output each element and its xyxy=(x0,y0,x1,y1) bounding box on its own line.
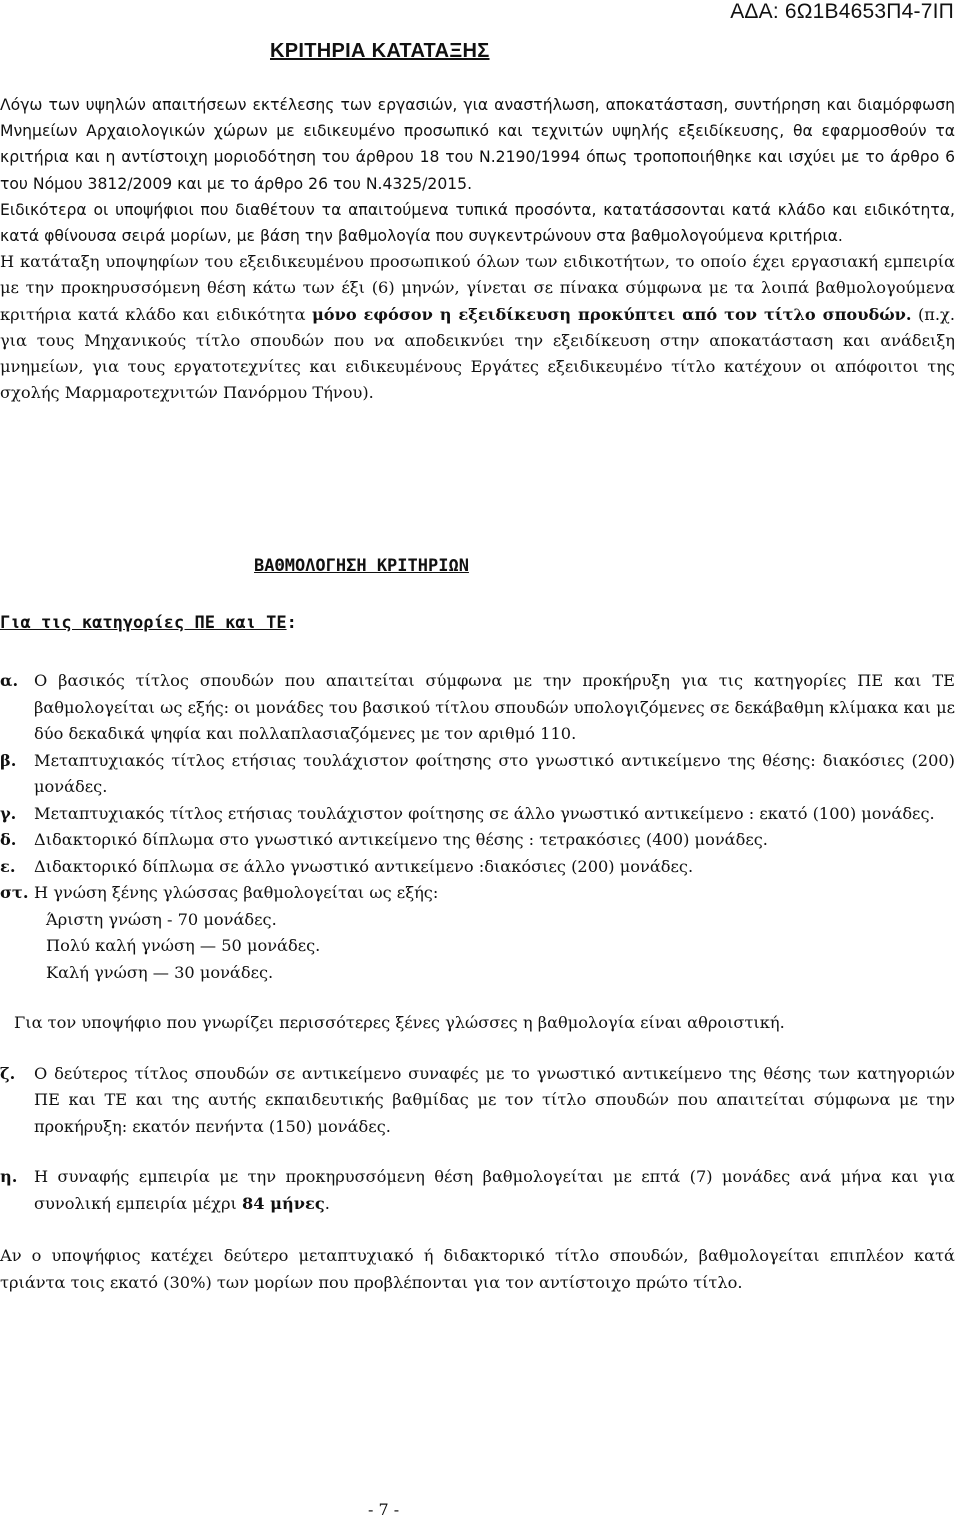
criterion-b-text: Μεταπτυχιακός τίτλος ετήσιας τουλάχιστον φοίτησης στο γνωστικό αντικείμενο της θέσης: διακόσιες (200) μονάδες. xyxy=(34,750,955,796)
language-level-good: Καλή γνώση — 30 μονάδες. xyxy=(46,962,274,982)
criterion-e-label: ε. xyxy=(0,856,16,876)
criterion-d-label: δ. xyxy=(0,830,17,849)
criterion-st-label: στ. xyxy=(0,883,29,902)
intro-paragraph-2: Ειδικότερα οι υποψήφιοι που διαθέτουν τα απαιτούμενα τυπικά προσόντα, κατατάσσονται κατά κλάδο και ειδικότητα, κατά φθίνουσα σειρά μορίων, με βάση την βαθμολογία που συγκεντρώνουν στα βαθμολογούμενα κριτήρια. xyxy=(0,200,955,246)
criterion-e xyxy=(0,854,955,881)
category-colon: : xyxy=(286,613,297,633)
criterion-h xyxy=(0,1164,955,1217)
criterion-a-label: α. xyxy=(0,671,19,690)
intro-section xyxy=(0,92,955,406)
final-paragraph: Αν ο υποψήφιος κατέχει δεύτερο μεταπτυχιακό ή διδακτορικό τίτλο σπουδών, βαθμολογείται επιπλέον κατά τριάντα τοις εκατό (30%) των μορίων που προβλέπονται για τον αντίστοιχο πρώτο τίτλο. xyxy=(0,1246,955,1292)
criterion-c-text: Μεταπτυχιακός τίτλος ετήσιας τουλάχιστον φοίτησης σε άλλο γνωστικό αντικείμενο : εκατό (100) μονάδες. xyxy=(34,803,935,823)
criterion-a-text: Ο βασικός τίτλος σπουδών που απαιτείται σύμφωνα με την προκήρυξη για τις κατηγορίες ΠΕ και ΤΕ βαθμολογείται ως εξής: οι μονάδες του βασικού τίτλου σπουδών υπολογιζόμενες σε δεκάβαθμη κλίμακα και με δύο δεκαδικά ψηφία και πολλαπλασιαζόμενες με τον αριθμό 110. xyxy=(34,671,955,743)
criterion-st xyxy=(0,880,955,907)
page-title: ΚΡΙΤΗΡΙΑ ΚΑΤΑΤΑΞΗΣ xyxy=(270,40,490,62)
section-subtitle: ΒΑΘΜΟΛΟΓΗΣΗ ΚΡΙΤΗΡΙΩΝ xyxy=(254,556,469,576)
criterion-c-label: γ. xyxy=(0,803,17,823)
criterion-b-label: β. xyxy=(0,750,17,770)
criterion-h-text-b: . xyxy=(324,1193,330,1213)
criterion-b xyxy=(0,748,955,801)
category-label: Για τις κατηγορίες ΠΕ και ΤΕ xyxy=(0,613,287,633)
criterion-z xyxy=(0,1061,955,1141)
language-sum-note: Για τον υποψήφιο που γνωρίζει περισσότερες ξένες γλώσσες η βαθμολογία είναι αθροιστική. xyxy=(14,1013,785,1032)
page-number: - 7 - xyxy=(368,1500,400,1519)
criteria-list xyxy=(0,668,955,1312)
intro-p3-text-a: Η κατάταξη υποψηφίων του εξειδικευμένου προσωπικού όλων των ειδικοτήτων, το οποίο έχει εργασιακή εμπειρία με την προκηρυσσόμενη θέση κάτω των έξι (6) μηνών, γίνεται σε πίνακα σύμφωνα με τα λοιπά βαθμολογούμενα κριτήρια κατά κλάδο και ειδικότητα xyxy=(0,252,955,324)
language-level-excellent: Άριστη γνώση - 70 μονάδες. xyxy=(46,909,277,929)
criterion-h-text-a: Η συναφής εμπειρία με την προκηρυσσόμενη θέση βαθμολογείται με επτά (7) μονάδες ανά μήνα και για συνολική εμπειρία μέχρι xyxy=(34,1167,955,1213)
criterion-d xyxy=(0,827,955,854)
criterion-d-text: Διδακτορικό δίπλωμα στο γνωστικό αντικείμενο της θέσης : τετρακόσιες (400) μονάδες. xyxy=(34,830,768,849)
criterion-z-label: ζ. xyxy=(0,1063,16,1083)
criterion-z-text: Ο δεύτερος τίτλος σπουδών σε αντικείμενο συναφές με το γνωστικό αντικείμενο της θέσης των κατηγοριών ΠΕ και ΤΕ και της αυτής εκπαιδευτικής βαθμίδας με τον τίτλο σπουδών που απαιτείται σύμφωνα με την προκήρυξη: εκατόν πενήντα (150) μονάδες. xyxy=(34,1063,955,1136)
criterion-a xyxy=(0,668,955,748)
category-heading xyxy=(0,613,297,633)
criterion-st-text: Η γνώση ξένης γλώσσας βαθμολογείται ως εξής: xyxy=(34,883,439,902)
intro-paragraph-3 xyxy=(0,249,955,406)
criterion-c xyxy=(0,801,955,828)
criterion-e-text: Διδακτορικό δίπλωμα σε άλλο γνωστικό αντικείμενο :διακόσιες (200) μονάδες. xyxy=(34,856,694,876)
ada-code: ΑΔΑ: 6Ω1Β4653Π4-7ΙΠ xyxy=(730,0,954,23)
language-level-very-good: Πολύ καλή γνώση — 50 μονάδες. xyxy=(46,936,321,955)
intro-p3-bold: μόνο εφόσον η εξειδίκευση προκύπτει από τον τίτλο σπουδών. xyxy=(311,304,912,324)
intro-paragraph-1: Λόγω των υψηλών απαιτήσεων εκτέλεσης των εργασιών, για αναστήλωση, αποκατάσταση, συντήρηση και διαμόρφωση Μνημείων Αρχαιολογικών χώρων με ειδικευμένο προσωπικό και τεχνιτών υψηλής εξειδίκευσης, θα εφαρμοσθούν τα κριτήρια και η αντίστοιχη μοριοδότηση του άρθρου 18 του Ν.2190/1994 όπως τροποποιήθηκε και ισχύει με το άρθρο 6 του Νόμου 3812/2009 και με το άρθρο 26 του Ν.4325/2015. xyxy=(0,96,955,193)
intro-p3-text-b: (π.χ. για τους Μηχανικούς τίτλο σπουδών που να αποδεικνύει την εξειδίκευση στην αποκατάσταση και ανάδειξη μνημείων, για τους εργατοτεχνίτες και ειδικευμένους Εργάτες εξειδικευμένο τίτλο κατέχουν οι απόφοιτοι της σχολής Μαρμαροτεχνιτών Πανόρμου Τήνου). xyxy=(0,304,956,403)
criterion-h-label: η. xyxy=(0,1167,18,1186)
criterion-h-bold: 84 μήνες xyxy=(242,1193,325,1213)
